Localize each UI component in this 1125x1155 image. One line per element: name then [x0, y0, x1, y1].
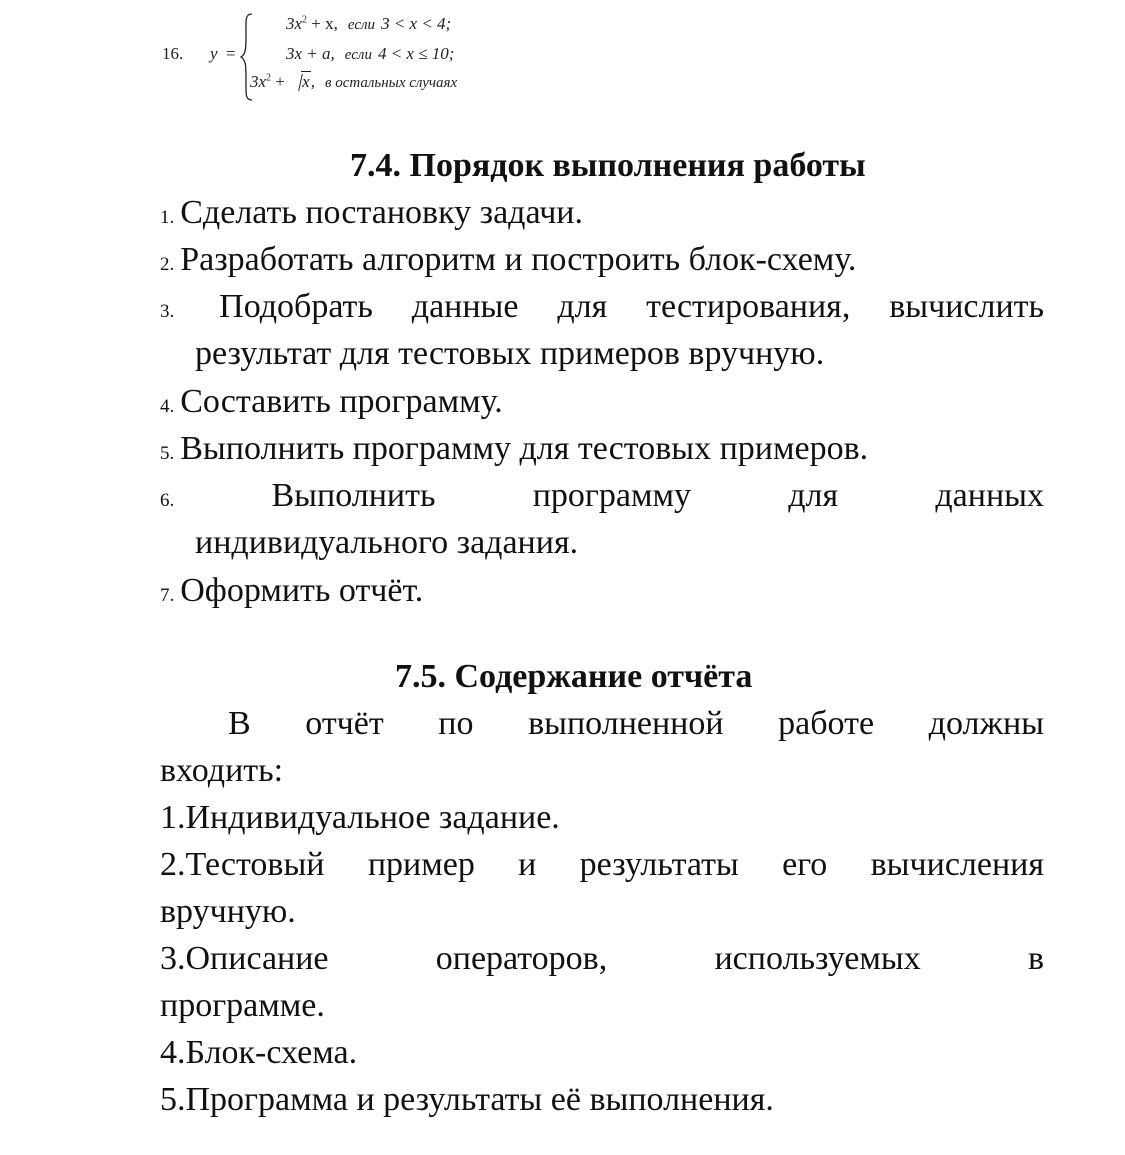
formula-case-2: 3x + a, если 4 < x ≤ 10; [286, 44, 455, 63]
formula-lhs: y [210, 44, 218, 63]
section-title-7-5: 7.5. Содержание отчёта [395, 658, 753, 695]
section-title-7-4: 7.4. Порядок выполнения работы [350, 147, 866, 184]
sqrt-icon: x [291, 72, 311, 92]
list-item: 1. Сделать постановку задачи. [160, 194, 583, 231]
list-item: 2. Разработать алгоритм и построить блок-схему. [160, 241, 857, 278]
list-item: 4. Составить программу. [160, 383, 503, 420]
list-item: 7. Оформить отчёт. [160, 572, 424, 609]
report-item: 4.Блок-схема. [160, 1034, 358, 1071]
list-item: 5. Выполнить программу для тестовых примеров. [160, 430, 869, 467]
list-item: 6. Выполнить программу для данных [160, 477, 1045, 514]
intro-paragraph: В отчёт по выполненной работе должны [228, 705, 1044, 742]
piecewise-formula [162, 12, 582, 104]
report-item: 1.Индивидуальное задание. [160, 799, 560, 836]
formula-case-1: $3x^2 + x$, если 3 < x < 4; [286, 14, 452, 33]
list-item-continuation: индивидуального задания. [195, 524, 579, 561]
formula-case-3: $3x^2 + x$, в остальных случаях [250, 72, 458, 91]
report-item: 5.Программа и результаты её выполнения. [160, 1081, 774, 1118]
formula-equals: = [226, 44, 236, 63]
report-item: 2.Тестовый пример и результаты его вычисления [160, 846, 1044, 883]
list-item: 3. Подобрать данные для тестирования, вычислить [160, 288, 1045, 325]
report-item-continuation: вручную. [160, 893, 296, 930]
formula-number: 16. [162, 44, 184, 63]
report-item-continuation: программе. [160, 987, 325, 1024]
intro-paragraph-continuation: входить: [160, 752, 284, 789]
list-item-continuation: результат для тестовых примеров вручную. [195, 335, 825, 372]
report-item: 3.Описание операторов, используемых в [160, 940, 1044, 977]
